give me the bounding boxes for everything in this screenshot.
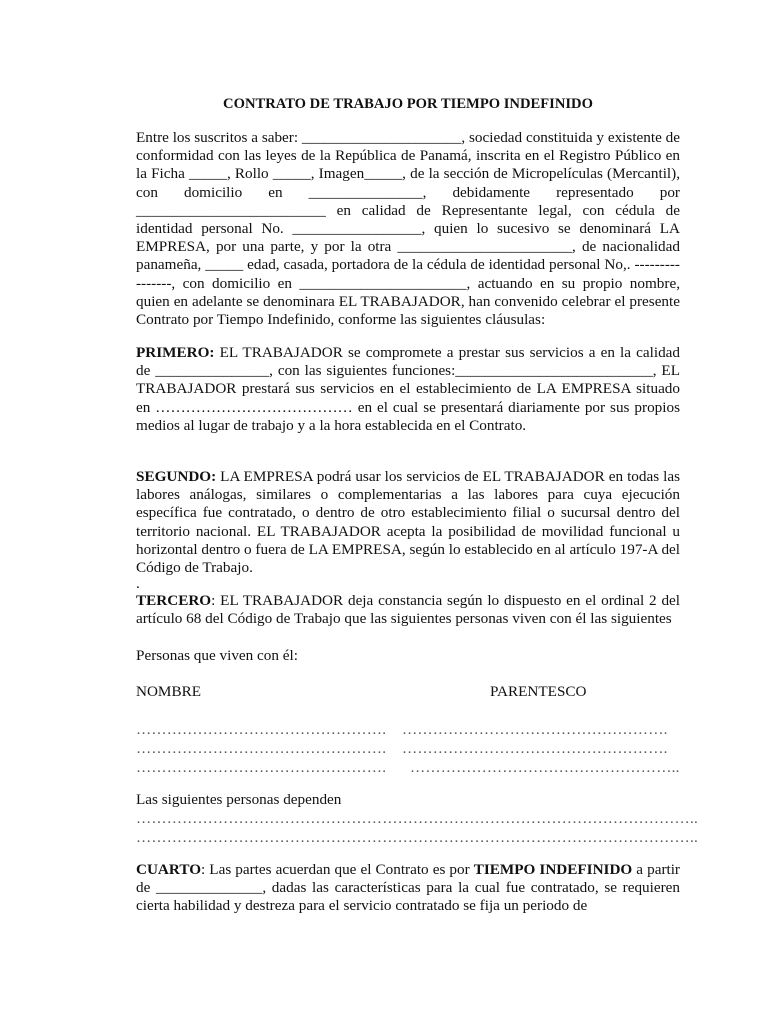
table-row-2-nombre: …………………………………………. (136, 740, 387, 757)
clause-cuarto-text-a: : Las partes acuerdan que el Contrato es por (201, 861, 474, 878)
personas-label: Personas que viven con él: (136, 647, 298, 664)
dependen-line-1: ……………………………………………………………………………………………….. (136, 810, 698, 827)
dependen-line-2: ……………………………………………………………………………………………….. (136, 829, 698, 846)
clause-primero (136, 344, 680, 435)
clause-segundo (136, 468, 680, 577)
clause-cuarto-label: CUARTO (136, 861, 202, 878)
table-row-1-parentesco: ……………………………………………. (402, 721, 668, 738)
clause-cuarto (136, 861, 680, 916)
clause-primero-label: PRIMERO: (136, 344, 215, 361)
clause-segundo-label: SEGUNDO: (136, 468, 217, 485)
column-header-parentesco: PARENTESCO (490, 683, 587, 700)
clause-tercero (136, 592, 680, 628)
stray-dot: . (136, 575, 140, 592)
clause-primero-text: EL TRABAJADOR se compromete a prestar sus servicios a en la calidad de _______________, con las siguientes funciones:__________________________, EL TRABAJADOR prestará sus servicios en el establecimiento de LA EMPRESA situado en ………………………………… en el cual se presentará diariamente por sus propios medios al lugar de trabajo y a la hora establecida en el Contrato. (136, 344, 680, 434)
contract-title: CONTRATO DE TRABAJO POR TIEMPO INDEFINIDO (223, 96, 593, 112)
clause-cuarto-text-c: a partir de ______________, dadas las características para la cual fue contratado, se requieren cierta habilidad y destreza para el servicio contratado se fija un periodo de (136, 861, 680, 915)
clause-tercero-text: : EL TRABAJADOR deja constancia según lo dispuesto en el ordinal 2 del artículo 68 del Código de Trabajo que las siguientes personas viven con él las siguientes (136, 592, 680, 628)
column-header-nombre: NOMBRE (136, 683, 201, 700)
table-row-1-nombre: …………………………………………. (136, 721, 387, 738)
clause-segundo-text: LA EMPRESA podrá usar los servicios de EL TRABAJADOR en todas las labores análogas, similares o complementarias a las labores para cuya ejecución específica fue contratado, o dentro de otro establecimiento filial o sucursal dentro del territorio nacional. EL TRABAJADOR acepta la posibilidad de movilidad funcional u horizontal dentro o fuera de LA EMPRESA, según lo establecido en al artículo 197-A del Código de Trabajo. (136, 468, 680, 577)
table-row-3-parentesco: …………………………………………….. (410, 759, 680, 776)
clause-cuarto-bold: TIEMPO INDEFINIDO (473, 861, 633, 878)
table-row-2-parentesco: ……………………………………………. (402, 740, 668, 757)
table-row-3-nombre: …………………………………………. (136, 759, 387, 776)
dependen-label: Las siguientes personas dependen (136, 791, 342, 808)
clause-tercero-label: TERCERO (136, 592, 212, 609)
intro-paragraph: Entre los suscritos a saber: _____________________, sociedad constituida y existente de conformidad con las leyes de la República de Panamá, inscrita en el Registro Público en la Ficha _____, Rollo _____, Imagen_____, de la sección de Micropelículas (Mercantil), con domicilio en _______________, debidamente representado por _________________________ en calidad de Representante legal, con cédula de identidad personal No. _________________, quien lo sucesivo se denominará LA EMPRESA, por una parte, y por la otra _______________________, de nacionalidad panameña, _____ edad, casada, portadora de la cédula de identidad personal No,. ----------------, con domicilio en ______________________, actuando en su propio nombre, quien en adelante se denominara EL TRABAJADOR, han convenido celebrar el presente Contrato por Tiempo Indefinido, conforme las siguientes cláusulas: (136, 129, 680, 329)
